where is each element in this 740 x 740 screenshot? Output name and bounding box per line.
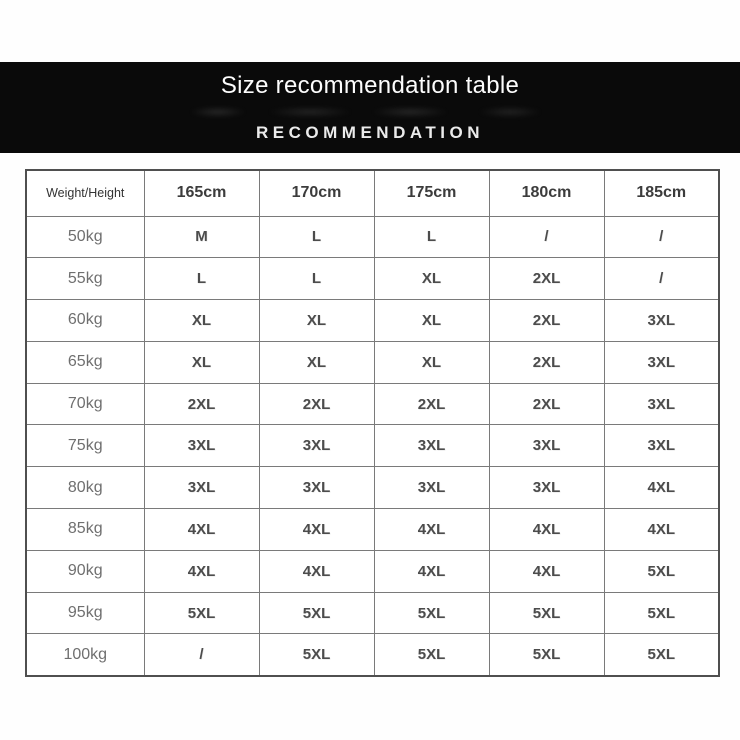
table-row-90kg [26, 550, 719, 592]
size-value-cell-3: 2XL [489, 383, 604, 425]
size-value-cell-4: 3XL [604, 383, 719, 425]
size-value-cell-4: / [604, 258, 719, 300]
size-value-cell-2: 4XL [374, 550, 489, 592]
corner-header-cell: Weight/Height [26, 170, 144, 216]
page-title: Size recommendation table [220, 72, 520, 99]
size-value-cell-1: L [259, 216, 374, 258]
size-value-cell-4: 3XL [604, 300, 719, 342]
table-row-55kg [26, 258, 719, 300]
size-value-cell-0: / [144, 634, 259, 676]
table-body [26, 216, 719, 676]
row-label-cell: 55kg [26, 258, 144, 300]
size-value-cell-0: 3XL [144, 467, 259, 509]
size-value-cell-1: 4XL [259, 550, 374, 592]
size-value-cell-2: 3XL [374, 467, 489, 509]
size-value-cell-3: 2XL [489, 300, 604, 342]
size-value-cell-3: 5XL [489, 592, 604, 634]
size-value-cell-2: XL [374, 258, 489, 300]
size-value-cell-0: 3XL [144, 425, 259, 467]
row-label-cell: 50kg [26, 216, 144, 258]
size-value-cell-1: 5XL [259, 634, 374, 676]
size-value-cell-3: / [489, 216, 604, 258]
row-label-cell: 90kg [26, 550, 144, 592]
size-value-cell-2: 3XL [374, 425, 489, 467]
size-value-cell-2: 4XL [374, 509, 489, 551]
size-value-cell-1: L [259, 258, 374, 300]
size-value-cell-1: XL [259, 341, 374, 383]
row-label-cell: 65kg [26, 341, 144, 383]
size-value-cell-4: 5XL [604, 592, 719, 634]
table-header-row [26, 170, 719, 216]
table-row-75kg [26, 425, 719, 467]
size-value-cell-1: 4XL [259, 509, 374, 551]
column-header-1: 170cm [259, 170, 374, 216]
size-value-cell-4: 4XL [604, 467, 719, 509]
row-label-cell: 80kg [26, 467, 144, 509]
table-row-60kg [26, 300, 719, 342]
size-value-cell-1: 5XL [259, 592, 374, 634]
size-value-cell-4: 5XL [604, 550, 719, 592]
size-value-cell-0: 4XL [144, 509, 259, 551]
table-row-85kg [26, 509, 719, 551]
size-value-cell-3: 3XL [489, 467, 604, 509]
banner-subtitle: RECOMMENDATION [256, 123, 484, 142]
size-value-cell-4: 3XL [604, 341, 719, 383]
table-row-70kg [26, 383, 719, 425]
column-header-4: 185cm [604, 170, 719, 216]
size-value-cell-3: 5XL [489, 634, 604, 676]
row-label-cell: 95kg [26, 592, 144, 634]
size-value-cell-3: 2XL [489, 341, 604, 383]
size-value-cell-0: 5XL [144, 592, 259, 634]
title-banner [0, 62, 740, 153]
size-value-cell-0: M [144, 216, 259, 258]
size-value-cell-0: 2XL [144, 383, 259, 425]
table-row-100kg [26, 634, 719, 676]
size-value-cell-3: 2XL [489, 258, 604, 300]
size-value-cell-0: L [144, 258, 259, 300]
table-row-50kg [26, 216, 719, 258]
size-value-cell-0: XL [144, 341, 259, 383]
size-value-cell-4: 4XL [604, 509, 719, 551]
size-value-cell-0: 4XL [144, 550, 259, 592]
row-label-cell: 75kg [26, 425, 144, 467]
row-label-cell: 70kg [26, 383, 144, 425]
column-header-3: 180cm [489, 170, 604, 216]
size-value-cell-4: / [604, 216, 719, 258]
size-value-cell-1: XL [259, 300, 374, 342]
size-value-cell-1: 2XL [259, 383, 374, 425]
size-value-cell-3: 4XL [489, 550, 604, 592]
size-value-cell-0: XL [144, 300, 259, 342]
faded-watermark-smudge [170, 103, 570, 121]
row-label-cell: 60kg [26, 300, 144, 342]
table-row-65kg [26, 341, 719, 383]
row-label-cell: 100kg [26, 634, 144, 676]
size-value-cell-4: 3XL [604, 425, 719, 467]
size-value-cell-3: 4XL [489, 509, 604, 551]
column-header-0: 165cm [144, 170, 259, 216]
size-value-cell-4: 5XL [604, 634, 719, 676]
size-value-cell-1: 3XL [259, 425, 374, 467]
size-value-cell-2: 5XL [374, 634, 489, 676]
size-value-cell-3: 3XL [489, 425, 604, 467]
size-value-cell-2: L [374, 216, 489, 258]
size-value-cell-2: 5XL [374, 592, 489, 634]
column-header-2: 175cm [374, 170, 489, 216]
row-label-cell: 85kg [26, 509, 144, 551]
size-recommendation-table [25, 169, 720, 677]
size-value-cell-2: XL [374, 341, 489, 383]
table-row-95kg [26, 592, 719, 634]
size-value-cell-2: 2XL [374, 383, 489, 425]
size-value-cell-2: XL [374, 300, 489, 342]
table-row-80kg [26, 467, 719, 509]
size-value-cell-1: 3XL [259, 467, 374, 509]
